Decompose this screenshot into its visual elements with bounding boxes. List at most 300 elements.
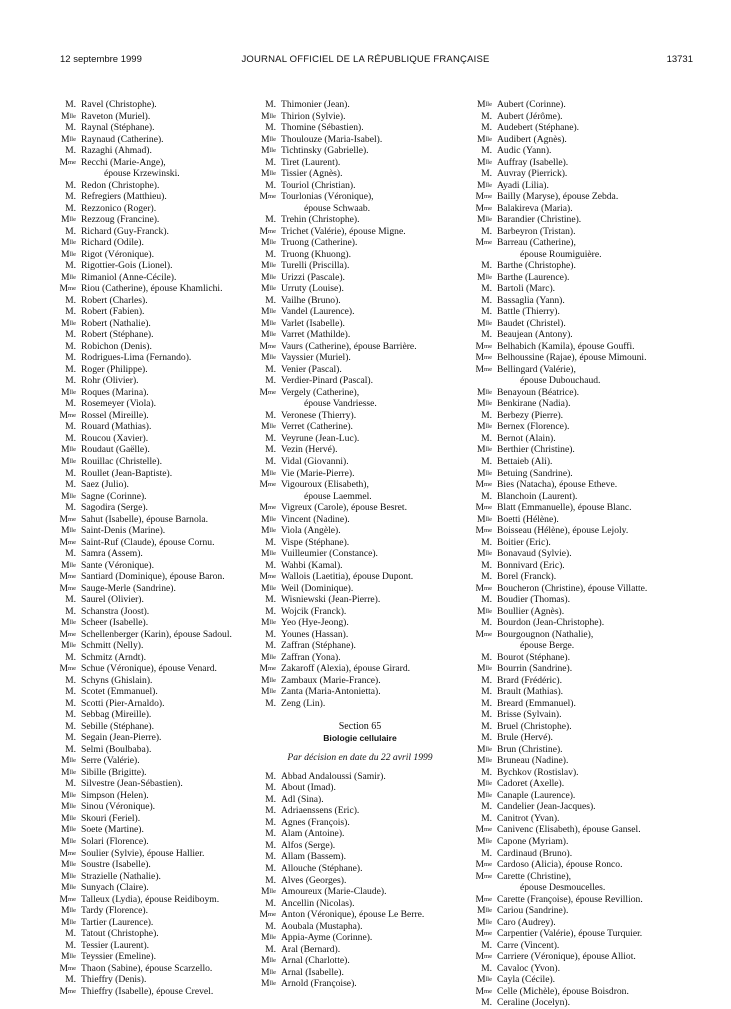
- civility-title: $M^{lle}$: [60, 317, 76, 329]
- person-name: About (Imad).: [281, 782, 336, 794]
- civility-title: M.: [481, 409, 492, 421]
- list-entry: [470, 767, 682, 779]
- person-name: Thimonier (Jean).: [281, 99, 350, 110]
- person-name: Arnal (Charlotte).: [281, 955, 350, 967]
- list-entry: [470, 836, 682, 848]
- civility-title: $M^{lle}$: [260, 110, 276, 122]
- person-name: Vayssier (Muriel).: [281, 352, 351, 364]
- person-name: Viola (Angèle).: [281, 525, 341, 537]
- person-name: Wisniewski (Jean-Pierre).: [281, 594, 381, 606]
- person-name: Auffray (Isabelle).: [497, 156, 569, 168]
- list-entry: [254, 898, 466, 910]
- list-entry: [54, 180, 264, 192]
- list-entry: [54, 663, 264, 675]
- list-entry: [254, 525, 466, 537]
- list-entry: [254, 444, 466, 456]
- person-name: Roques (Marina).: [81, 386, 149, 398]
- list-entry: [470, 721, 682, 733]
- civility-title: $M^{me}$: [59, 409, 76, 421]
- civility-title: M.: [65, 202, 76, 214]
- list-entry: [254, 606, 466, 618]
- person-name: Tissier (Agnès).: [281, 168, 343, 180]
- civility-title: M.: [265, 559, 276, 571]
- civility-title: $M^{lle}$: [260, 978, 276, 990]
- person-name: Alfos (Serge).: [281, 839, 336, 851]
- person-name: Schellenberger (Karin), épouse Sadoul.: [81, 628, 232, 640]
- list-entry: [54, 640, 264, 652]
- civility-title: M.: [265, 943, 276, 955]
- civility-title: M.: [265, 122, 276, 134]
- civility-title: $M^{me}$: [475, 340, 492, 352]
- spouse-name: épouse Schwaab.: [304, 202, 371, 214]
- person-name: Tessier (Laurent).: [81, 939, 150, 951]
- list-entry: [54, 905, 264, 917]
- person-name: Cardinaud (Bruno).: [497, 847, 573, 859]
- list-entry: [54, 329, 264, 341]
- civility-title: M.: [481, 455, 492, 467]
- civility-title: $M^{me}$: [259, 340, 276, 352]
- spouse-name: épouse Desmoucelles.: [520, 882, 606, 894]
- civility-title: M.: [265, 805, 276, 817]
- person-name: Belhabich (Kamila), épouse Gouffi.: [497, 340, 635, 352]
- civility-title: $M^{lle}$: [260, 237, 276, 249]
- person-name: Roger (Philippe).: [81, 363, 148, 375]
- list-entry: [470, 214, 682, 226]
- list-entry: [470, 525, 682, 537]
- list-entry: [54, 606, 264, 618]
- person-name: Riou (Catherine), épouse Khamlichi.: [81, 283, 223, 295]
- civility-title: $M^{me}$: [59, 985, 76, 997]
- list-entry: [470, 352, 682, 364]
- person-name: Carette (Christine),: [497, 870, 572, 882]
- list-entry: [470, 306, 682, 318]
- civility-title: $M^{me}$: [259, 502, 276, 514]
- civility-title: $M^{me}$: [475, 928, 492, 940]
- civility-title: M.: [265, 409, 276, 421]
- list-entry: [470, 917, 682, 929]
- header-date: 12 septembre 1999: [60, 54, 142, 65]
- civility-title: $M^{lle}$: [476, 836, 492, 847]
- civility-title: $M^{lle}$: [260, 283, 276, 295]
- list-entry: [470, 894, 682, 906]
- person-name: Tartier (Laurence).: [81, 916, 154, 928]
- list-entry: [470, 421, 682, 433]
- section-number: Section 65: [338, 721, 382, 733]
- person-name: Zakaroff (Alexia), épouse Girard.: [281, 663, 411, 675]
- list-entry: [54, 928, 264, 940]
- list-entry: [54, 260, 264, 272]
- list-entry: [254, 341, 466, 353]
- civility-title: $M^{lle}$: [60, 248, 76, 260]
- spouse-name: épouse Berge.: [520, 640, 575, 652]
- civility-title: $M^{lle}$: [260, 306, 276, 318]
- person-name: Schyns (Ghislain).: [81, 674, 153, 686]
- person-name: Schmitt (Nelly).: [81, 640, 144, 652]
- person-name: Segain (Jean-Pierre).: [81, 732, 162, 744]
- civility-title: $M^{me}$: [475, 870, 492, 882]
- person-name: Celle (Michèle), épouse Boisdron.: [497, 985, 629, 997]
- list-entry: [254, 805, 466, 817]
- civility-title: $M^{lle}$: [260, 525, 276, 537]
- list-entry: [54, 871, 264, 883]
- list-entry: [470, 203, 682, 215]
- person-name: Skouri (Feriel).: [81, 812, 141, 824]
- person-name: Arnal (Isabelle).: [281, 966, 344, 978]
- person-name: Truong (Khuong).: [281, 248, 352, 260]
- person-name: Strazielle (Nathalie).: [81, 870, 161, 882]
- civility-title: $M^{me}$: [475, 479, 492, 491]
- civility-title: M.: [265, 640, 276, 652]
- list-entry: [54, 859, 264, 871]
- civility-title: M.: [65, 778, 76, 790]
- list-entry: [54, 145, 264, 157]
- civility-title: M.: [481, 110, 492, 122]
- civility-title: M.: [481, 260, 492, 272]
- header-title: JOURNAL OFFICIEL DE LA RÉPUBLIQUE FRANÇAISE: [241, 54, 490, 65]
- person-name: Thieffry (Isabelle), épouse Crevel.: [81, 985, 214, 997]
- list-entry: [254, 387, 466, 399]
- list-entry: [470, 824, 682, 836]
- list-entry: [470, 111, 682, 123]
- list-entry: [470, 951, 682, 963]
- list-entry: [470, 260, 682, 272]
- civility-title: $M^{lle}$: [476, 179, 492, 191]
- civility-title: $M^{lle}$: [60, 525, 76, 537]
- list-entry: [54, 594, 264, 606]
- list-entry: [54, 836, 264, 848]
- person-name: Bourrin (Sandrine).: [497, 663, 573, 675]
- civility-title: M.: [265, 851, 276, 863]
- civility-title: $M^{me}$: [475, 363, 492, 375]
- civility-title: M.: [481, 939, 492, 951]
- list-entry: [470, 99, 682, 111]
- civility-title: $M^{me}$: [59, 536, 76, 548]
- civility-title: M.: [65, 352, 76, 364]
- list-entry: [254, 514, 466, 526]
- list-entry: [254, 191, 466, 203]
- list-entry: [470, 387, 682, 399]
- civility-title: M.: [265, 363, 276, 375]
- list-entry: [470, 180, 682, 192]
- list-entry: [254, 828, 466, 840]
- civility-title: $M^{me}$: [475, 525, 492, 537]
- person-name: Belhoussine (Rajae), épouse Mimouni.: [497, 352, 647, 364]
- person-name: Bonavaud (Sylvie).: [497, 548, 572, 560]
- civility-title: $M^{lle}$: [260, 955, 276, 967]
- list-entry: [470, 940, 682, 952]
- list-entry: [254, 932, 466, 944]
- civility-title: $M^{lle}$: [60, 237, 76, 249]
- civility-title: $M^{me}$: [59, 513, 76, 525]
- list-entry: [470, 755, 682, 767]
- person-name: Zeng (Lin).: [281, 697, 326, 709]
- civility-title: $M^{lle}$: [60, 640, 76, 652]
- civility-title: $M^{lle}$: [476, 317, 492, 329]
- civility-title: $M^{lle}$: [260, 260, 276, 272]
- civility-title: $M^{lle}$: [60, 812, 76, 824]
- list-entry: [54, 548, 264, 560]
- person-name: Thirion (Sylvie).: [281, 110, 346, 122]
- civility-title: $M^{lle}$: [60, 882, 76, 894]
- list-entry: [254, 571, 466, 583]
- civility-title: $M^{lle}$: [260, 617, 276, 629]
- civility-title: $M^{me}$: [475, 893, 492, 905]
- section-title: Biologie cellulaire: [323, 732, 397, 743]
- person-name: Saint-Ruf (Claude), épouse Cornu.: [81, 536, 215, 548]
- civility-title: $M^{me}$: [475, 859, 492, 871]
- list-entry: [54, 444, 264, 456]
- person-name: Boetti (Hélène).: [497, 513, 559, 525]
- civility-title: M.: [65, 928, 76, 940]
- list-entry: [254, 145, 466, 157]
- civility-title: $M^{lle}$: [60, 916, 76, 928]
- person-name: Allouche (Stéphane).: [281, 863, 363, 874]
- list-entry: [254, 249, 466, 261]
- civility-title: $M^{me}$: [475, 951, 492, 963]
- person-name: Vaurs (Catherine), épouse Barrière.: [281, 340, 417, 352]
- civility-title: M.: [65, 225, 76, 237]
- person-name: Bourgougnon (Nathalie),: [497, 628, 594, 640]
- list-entry: [54, 560, 264, 572]
- person-name: Wahbi (Kamal).: [281, 559, 343, 571]
- civility-title: $M^{lle}$: [476, 271, 492, 283]
- list-entry: [470, 548, 682, 560]
- list-entry: [470, 456, 682, 468]
- person-name: Zaffran (Stéphane).: [281, 640, 356, 652]
- civility-title: M.: [65, 294, 76, 306]
- civility-title: $M^{lle}$: [260, 133, 276, 145]
- civility-title: $M^{lle}$: [260, 674, 276, 686]
- civility-title: M.: [65, 479, 76, 491]
- list-entry: [254, 537, 466, 549]
- person-name: Thomine (Sébastien).: [281, 122, 364, 134]
- civility-title: M.: [481, 306, 492, 318]
- person-name: Bruel (Christophe).: [497, 720, 572, 732]
- person-name: Richard (Odile).: [81, 237, 144, 249]
- person-name: Blanchoin (Laurent).: [497, 490, 578, 502]
- person-name: Roucou (Xavier).: [81, 432, 149, 444]
- person-name: Sahut (Isabelle), épouse Barnola.: [81, 513, 209, 525]
- civility-title: $M^{lle}$: [476, 214, 492, 226]
- person-name: Serre (Valérie).: [81, 755, 140, 767]
- civility-title: $M^{lle}$: [260, 582, 276, 594]
- person-name: Varlet (Isabelle).: [281, 317, 345, 329]
- person-name: Touriol (Christian).: [281, 179, 356, 191]
- civility-title: $M^{lle}$: [60, 386, 76, 398]
- list-entry: [54, 801, 264, 813]
- person-name: Ravel (Christophe).: [81, 99, 157, 110]
- person-name: Simpson (Helen).: [81, 789, 149, 801]
- list-entry: [254, 782, 466, 794]
- person-name: Rezzonico (Roger).: [81, 202, 157, 214]
- list-entry: [254, 352, 466, 364]
- list-entry: [54, 387, 264, 399]
- civility-title: $M^{lle}$: [60, 905, 76, 917]
- list-entry: [470, 329, 682, 341]
- civility-title: $M^{me}$: [59, 628, 76, 640]
- person-name: Yeo (Hye-Jeong).: [281, 617, 349, 629]
- person-name: Anton (Véronique), épouse Le Berre.: [281, 909, 425, 921]
- person-name: Aoubala (Mustapha).: [281, 920, 363, 932]
- list-entry: [470, 537, 682, 549]
- person-name: Aral (Bernard).: [281, 943, 341, 955]
- list-entry: [470, 444, 682, 456]
- column-3: [470, 99, 682, 1009]
- civility-title: M.: [265, 179, 276, 191]
- person-name: Rimaniol (Anne-Cécile).: [81, 271, 177, 283]
- list-entry: [254, 99, 466, 111]
- person-name: Refregiers (Matthieu).: [81, 191, 167, 203]
- civility-title: M.: [265, 897, 276, 909]
- civility-title: $M^{lle}$: [60, 133, 76, 145]
- person-name: Soete (Martine).: [81, 824, 144, 836]
- list-entry: [254, 134, 466, 146]
- civility-title: M.: [65, 432, 76, 444]
- list-entry: [254, 886, 466, 898]
- list-entry: [54, 583, 264, 595]
- person-name: Robert (Fabien).: [81, 306, 145, 318]
- civility-title: M.: [65, 398, 76, 410]
- person-name: Brisse (Sylvain).: [497, 709, 562, 721]
- person-name: Urruty (Louise).: [281, 283, 344, 295]
- civility-title: M.: [65, 709, 76, 721]
- civility-title: M.: [265, 874, 276, 886]
- person-name: Sagne (Corinne).: [81, 490, 147, 502]
- column-2-list-section-65: [254, 771, 466, 990]
- civility-title: M.: [265, 248, 276, 260]
- civility-title: $M^{lle}$: [476, 156, 492, 168]
- civility-title: $M^{lle}$: [476, 398, 492, 410]
- list-entry: [470, 295, 682, 307]
- person-name: Robert (Charles).: [81, 294, 148, 306]
- list-entry: [254, 851, 466, 863]
- civility-title: $M^{me}$: [259, 225, 276, 237]
- list-entry: [54, 191, 264, 203]
- person-name: Alam (Antoine).: [281, 828, 345, 840]
- civility-title: M.: [65, 99, 76, 110]
- list-entry: [470, 675, 682, 687]
- list-entry: [470, 514, 682, 526]
- spouse-name: épouse Roumiguière.: [520, 248, 602, 260]
- civility-title: $M^{lle}$: [476, 905, 492, 917]
- person-name: Boudier (Thomas).: [497, 594, 571, 606]
- person-name: Brard (Frédéric).: [497, 674, 562, 686]
- person-name: Barthe (Laurence).: [497, 271, 570, 283]
- civility-title: $M^{lle}$: [476, 99, 492, 110]
- person-name: Wallois (Laetitia), épouse Dupont.: [281, 571, 414, 583]
- list-entry: [254, 560, 466, 572]
- civility-title: $M^{lle}$: [476, 467, 492, 479]
- list-entry: [54, 364, 264, 376]
- civility-title: M.: [265, 294, 276, 306]
- civility-title: M.: [65, 306, 76, 318]
- list-entry: [254, 214, 466, 226]
- person-name: Sibille (Brigitte).: [81, 766, 147, 778]
- civility-title: M.: [481, 801, 492, 813]
- list-entry: [470, 168, 682, 180]
- civility-title: $M^{lle}$: [260, 145, 276, 157]
- list-entry: [254, 180, 466, 192]
- civility-title: $M^{lle}$: [476, 778, 492, 790]
- person-name: Raynaud (Catherine).: [81, 133, 164, 145]
- civility-title: M.: [265, 828, 276, 840]
- person-name: Bettaieb (Ali).: [497, 455, 553, 467]
- civility-title: $M^{me}$: [259, 909, 276, 921]
- list-entry: [254, 111, 466, 123]
- list-entry: [254, 375, 466, 387]
- person-name: Sagodira (Serge).: [81, 502, 148, 514]
- civility-title: $M^{lle}$: [260, 317, 276, 329]
- person-name: Candelier (Jean-Jacques).: [497, 801, 596, 813]
- civility-title: M.: [65, 548, 76, 560]
- page-header: [0, 54, 731, 68]
- civility-title: $M^{lle}$: [260, 886, 276, 898]
- column-2: [254, 99, 466, 990]
- spouse-name: épouse Dubouchaud.: [520, 375, 601, 387]
- person-name: Bernot (Alain).: [497, 432, 556, 444]
- person-name: Vergely (Catherine),: [281, 386, 360, 398]
- person-name: Schanstra (Joost).: [81, 605, 150, 617]
- list-entry: [254, 157, 466, 169]
- person-name: Rossel (Mireille).: [81, 409, 149, 421]
- person-name: Bychkov (Rostislav).: [497, 766, 579, 778]
- person-name: Boucheron (Christine), épouse Villatte.: [497, 582, 648, 594]
- person-name: Bellingard (Valérie),: [497, 363, 576, 375]
- civility-title: $M^{lle}$: [260, 966, 276, 978]
- person-name: Thaon (Sabine), épouse Scarzello.: [81, 962, 213, 974]
- civility-title: $M^{lle}$: [476, 133, 492, 145]
- list-entry: [254, 794, 466, 806]
- person-name: Truong (Catherine).: [281, 237, 358, 249]
- person-name: Vie (Marie-Pierre).: [281, 467, 355, 479]
- list-entry: [470, 905, 682, 917]
- person-name: Adl (Sina).: [281, 793, 324, 805]
- person-name: Scotet (Emmanuel).: [81, 686, 158, 698]
- civility-title: $M^{me}$: [259, 479, 276, 491]
- list-entry: [470, 629, 682, 641]
- civility-title: M.: [481, 617, 492, 629]
- list-entry: [470, 560, 682, 572]
- list-entry: [470, 433, 682, 445]
- civility-title: $M^{lle}$: [60, 824, 76, 836]
- civility-title: $M^{lle}$: [260, 421, 276, 433]
- civility-title: $M^{lle}$: [60, 870, 76, 882]
- person-name: Barbeyron (Tristan).: [497, 225, 576, 237]
- list-entry: [54, 767, 264, 779]
- person-name: Arnold (Françoise).: [281, 978, 357, 990]
- civility-title: M.: [481, 651, 492, 663]
- person-name: Vigreux (Carole), épouse Besret.: [281, 502, 407, 514]
- civility-title: M.: [65, 191, 76, 203]
- list-entry: [470, 283, 682, 295]
- person-name: Berthier (Christine).: [497, 444, 575, 456]
- person-name: Vuilleumier (Constance).: [281, 548, 378, 560]
- list-entry: [470, 652, 682, 664]
- person-name: Scotti (Pier-Arnaldo).: [81, 697, 165, 709]
- civility-title: M.: [265, 375, 276, 387]
- person-name: Abbad Andaloussi (Samir).: [281, 770, 386, 782]
- list-entry: [254, 617, 466, 629]
- person-name: Teyssier (Emeline).: [81, 951, 156, 963]
- civility-title: $M^{lle}$: [476, 605, 492, 617]
- civility-title: M.: [265, 156, 276, 168]
- civility-title: $M^{lle}$: [60, 214, 76, 226]
- spouse-name: épouse Vandriesse.: [304, 398, 377, 410]
- civility-title: M.: [65, 340, 76, 352]
- person-name: Vispe (Stéphane).: [281, 536, 350, 548]
- list-entry: [54, 755, 264, 767]
- civility-title: $M^{me}$: [475, 202, 492, 214]
